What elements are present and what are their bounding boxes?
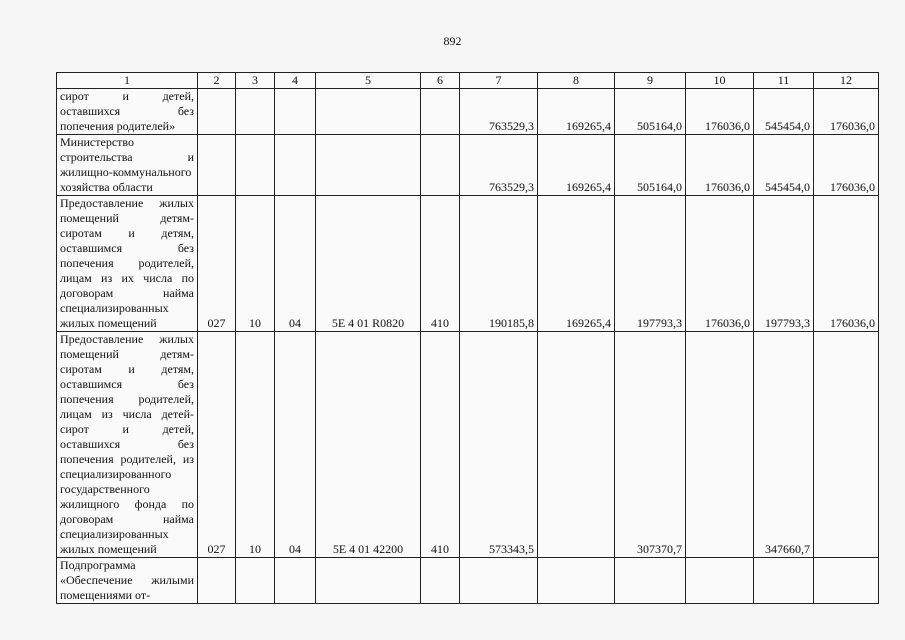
cell-subsection-2 (275, 558, 316, 604)
cell-amount-7: 190185,8 (460, 196, 538, 332)
cell-subsection (236, 135, 275, 196)
cell-target-code (316, 558, 421, 604)
table-row (57, 196, 879, 332)
cell-subsection-2 (275, 135, 316, 196)
col-header-4: 4 (275, 73, 316, 89)
cell-amount-12 (814, 558, 879, 604)
col-header-6: 6 (421, 73, 460, 89)
cell-amount-11: 347660,7 (754, 332, 814, 558)
cell-target-code: 5Е 4 01 42200 (316, 332, 421, 558)
cell-amount-11 (754, 558, 814, 604)
cell-target-code (316, 89, 421, 135)
cell-expense-type (421, 558, 460, 604)
cell-amount-10 (686, 558, 754, 604)
cell-section: 027 (198, 332, 236, 558)
col-header-5: 5 (316, 73, 421, 89)
row-name: Предоставление жилых помещений детям-сиротам и детям, оставшимся без попечения родителей, лицам из числа детей-сирот и детей, оставшихся без попечения родителей, из специализированного государственного жилищного фонда по договорам найма специализированных жилых помещений (57, 332, 198, 558)
cell-subsection-2: 04 (275, 196, 316, 332)
cell-expense-type: 410 (421, 196, 460, 332)
cell-amount-9: 197793,3 (615, 196, 686, 332)
page-number: 892 (443, 34, 462, 48)
row-name: Предоставление жилых помещений детям-сиротам и детям, оставшимся без попечения родителей, лицам из их числа по договорам найма специализированных жилых помещений (57, 196, 198, 332)
cell-amount-8 (538, 558, 615, 604)
cell-amount-9 (615, 558, 686, 604)
cell-amount-11: 197793,3 (754, 196, 814, 332)
cell-amount-7: 573343,5 (460, 332, 538, 558)
cell-amount-9: 505164,0 (615, 135, 686, 196)
col-header-8: 8 (538, 73, 615, 89)
cell-amount-10 (686, 332, 754, 558)
cell-section (198, 135, 236, 196)
cell-amount-8: 169265,4 (538, 135, 615, 196)
cell-expense-type (421, 89, 460, 135)
cell-amount-7: 763529,3 (460, 135, 538, 196)
cell-amount-12: 176036,0 (814, 135, 879, 196)
col-header-11: 11 (754, 73, 814, 89)
cell-subsection-2: 04 (275, 332, 316, 558)
table-row (57, 89, 879, 135)
cell-amount-10: 176036,0 (686, 89, 754, 135)
table-row (57, 558, 879, 604)
row-name: Подпрограмма «Обеспечение жилыми помещениями от- (57, 558, 198, 604)
cell-subsection (236, 89, 275, 135)
cell-amount-9: 307370,7 (615, 332, 686, 558)
cell-subsection-2 (275, 89, 316, 135)
header-row (57, 73, 879, 89)
table-row (57, 332, 879, 558)
cell-amount-7: 763529,3 (460, 89, 538, 135)
cell-amount-11: 545454,0 (754, 135, 814, 196)
col-header-1: 1 (57, 73, 198, 89)
cell-expense-type (421, 135, 460, 196)
col-header-9: 9 (615, 73, 686, 89)
row-name: сирот и детей, оставшихся без попечения родителей» (57, 89, 198, 135)
col-header-2: 2 (198, 73, 236, 89)
cell-amount-10: 176036,0 (686, 135, 754, 196)
cell-amount-12: 176036,0 (814, 196, 879, 332)
cell-amount-7 (460, 558, 538, 604)
cell-subsection: 10 (236, 196, 275, 332)
cell-amount-12: 176036,0 (814, 89, 879, 135)
budget-table (56, 72, 879, 604)
cell-amount-12 (814, 332, 879, 558)
col-header-3: 3 (236, 73, 275, 89)
cell-subsection: 10 (236, 332, 275, 558)
cell-section: 027 (198, 196, 236, 332)
col-header-10: 10 (686, 73, 754, 89)
col-header-12: 12 (814, 73, 879, 89)
cell-amount-8: 169265,4 (538, 89, 615, 135)
row-name: Министерство строительства и жилищно-коммунального хозяйства области (57, 135, 198, 196)
cell-target-code: 5Е 4 01 R0820 (316, 196, 421, 332)
col-header-7: 7 (460, 73, 538, 89)
cell-amount-8 (538, 332, 615, 558)
cell-amount-11: 545454,0 (754, 89, 814, 135)
table-row (57, 135, 879, 196)
cell-section (198, 558, 236, 604)
cell-subsection (236, 558, 275, 604)
cell-target-code (316, 135, 421, 196)
cell-section (198, 89, 236, 135)
cell-expense-type: 410 (421, 332, 460, 558)
cell-amount-8: 169265,4 (538, 196, 615, 332)
cell-amount-10: 176036,0 (686, 196, 754, 332)
cell-amount-9: 505164,0 (615, 89, 686, 135)
